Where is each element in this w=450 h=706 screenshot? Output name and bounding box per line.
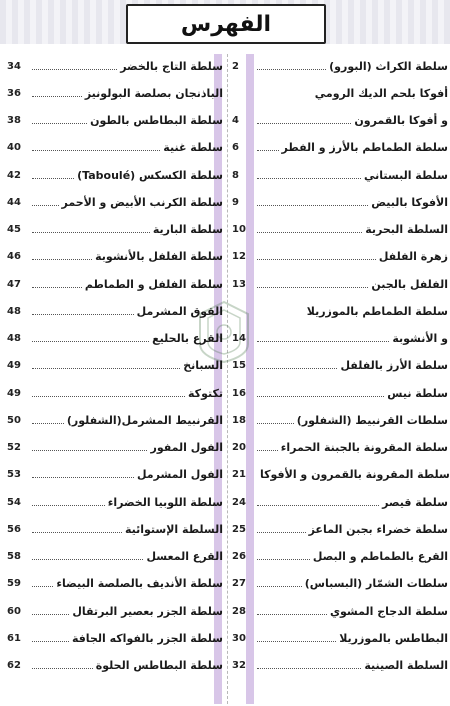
dot-leader [32, 450, 147, 451]
entry-title: القرع بالحليع [152, 332, 223, 345]
entry-title: سلطة قيصر [382, 495, 448, 509]
page-number: 60 [7, 605, 21, 617]
page-number: 49 [7, 360, 21, 372]
dot-leader [257, 396, 384, 397]
toc-entry [7, 329, 223, 349]
page-number: 46 [7, 251, 21, 263]
dot-leader [32, 96, 82, 97]
entry-title: سلطات الشمّار (البسباس) [304, 577, 448, 591]
entry-title: سلطة البارية [152, 223, 223, 236]
entry-title: الفول المفور [150, 441, 223, 454]
entry-title: سلطة الجزر بالفواكه الجافة [71, 631, 223, 645]
toc-entry [7, 519, 223, 539]
page-number: 18 [232, 414, 246, 426]
dot-leader [257, 450, 278, 451]
page-number: 28 [232, 605, 246, 617]
toc-entry [232, 410, 448, 430]
page-number: 20 [232, 442, 246, 453]
toc-entry [232, 220, 448, 240]
dot-leader [257, 205, 368, 206]
entry-title: سلطة غنية [163, 141, 223, 155]
entry-title: سلطة الدجاج المشوي [329, 604, 448, 618]
page-number: 13 [232, 278, 246, 290]
toc-entry [7, 56, 223, 76]
toc-entry [232, 138, 448, 158]
toc-entry [7, 274, 223, 294]
dot-leader [32, 586, 53, 587]
entry-title: القرع المعسل [146, 550, 223, 563]
page-number: 4 [232, 115, 239, 126]
page-number: 56 [7, 523, 21, 535]
dot-leader [257, 232, 362, 233]
page-title: الفهرس [180, 11, 272, 37]
toc-entry [232, 656, 448, 676]
page-number: 14 [232, 333, 246, 344]
entry-title: الفلفل بالجبن [371, 277, 448, 291]
entry-title: القرع بالطماطم و البصل [312, 550, 448, 563]
entry-title: سلطة الجزر بعصير البرتقال [72, 604, 223, 618]
entry-title: سلطة الفلفل و الطماطم [84, 277, 223, 291]
dot-leader [32, 532, 122, 533]
page-number: 15 [232, 360, 246, 372]
entry-title: سلطة نيس [387, 386, 448, 400]
toc-entry [7, 111, 223, 131]
dot-leader [32, 259, 92, 260]
toc-entry [232, 111, 448, 131]
toc-entry [232, 165, 448, 185]
page-number: 26 [232, 551, 246, 562]
page-number: 58 [7, 551, 21, 562]
page-number: 61 [7, 632, 21, 644]
entry-title: القرنبيط المشرمل(الشفلور) [66, 413, 223, 427]
entry-title: سلطة الطماطم بالموزريلا [306, 304, 448, 318]
toc-entry [232, 574, 448, 594]
page-number: 16 [232, 387, 246, 399]
toc-entry [7, 438, 223, 458]
dot-leader [257, 150, 279, 151]
page-number: 53 [7, 469, 21, 481]
dot-leader [32, 123, 87, 124]
entry-title: الفول المشرمل [136, 468, 223, 482]
toc-entry [232, 438, 448, 458]
dot-leader [257, 586, 302, 587]
page-number: 9 [232, 196, 239, 208]
entry-title: السلطة الصينية [364, 659, 448, 672]
dot-leader [32, 314, 134, 315]
entry-title: و أفوكا بالقمرون [354, 114, 448, 127]
entry-title: سلطة البطاطس الحلوة [95, 659, 223, 672]
entry-title: سلطة الكسكس (Taboulé) [77, 168, 223, 182]
toc-entry [232, 329, 448, 349]
toc-entry [232, 601, 448, 621]
right-column [232, 54, 448, 706]
entry-title: سلطة المقرونة بالقمرون و الأفوكا [260, 468, 450, 482]
dot-leader [257, 287, 368, 288]
page-number: 52 [7, 442, 21, 453]
toc-entry [232, 383, 448, 403]
toc-entry [7, 165, 223, 185]
page-number: 8 [232, 169, 239, 181]
page-number: 44 [7, 196, 21, 208]
dot-leader [257, 423, 294, 424]
entry-title: سلطة الكراث (البورو) [329, 59, 448, 73]
toc-entry [232, 56, 448, 76]
toc-entry [7, 220, 223, 240]
dot-leader [32, 423, 64, 424]
dot-leader [32, 69, 117, 70]
toc-entry [7, 383, 223, 403]
dot-leader [32, 505, 105, 506]
page-number: 24 [232, 496, 246, 508]
entry-title: البطاطس بالموزريلا [339, 631, 448, 645]
toc-entry [7, 656, 223, 676]
dot-leader [32, 668, 93, 669]
toc-entry [232, 628, 448, 648]
dot-leader [32, 559, 143, 560]
entry-title: سلطة الكرنب الأبيض و الأحمر [61, 195, 223, 209]
entry-title: القوق المشرمل [136, 304, 223, 318]
entry-title: سلطة البطاطس بالطون [90, 114, 223, 127]
dot-leader [257, 641, 336, 642]
entry-title: سلطة الأرز بالفلفل [340, 359, 448, 373]
page-number: 54 [7, 496, 21, 508]
dot-leader [257, 559, 310, 560]
page-number: 38 [7, 115, 21, 126]
toc-entry [7, 356, 223, 376]
dot-leader [257, 532, 306, 533]
toc-entry [7, 247, 223, 267]
page-number: 40 [7, 142, 21, 154]
dot-leader [257, 123, 351, 124]
page-number: 48 [7, 305, 21, 317]
page-number: 45 [7, 224, 21, 235]
page-number: 25 [232, 523, 246, 535]
entry-title: و الأنشوبة [392, 332, 448, 345]
page-number: 42 [7, 169, 21, 181]
entry-title: الباذنجان بصلصة البولونيز [84, 86, 223, 100]
entry-title: سلطة خضراء بجبن الماعز [308, 522, 448, 536]
dot-leader [32, 396, 185, 397]
toc-entry [7, 574, 223, 594]
dot-leader [257, 505, 379, 506]
toc-entry [232, 547, 448, 567]
toc-entry [7, 301, 223, 321]
dot-leader [257, 668, 361, 669]
dot-leader [32, 178, 74, 179]
dot-leader [32, 232, 150, 233]
toc-entry [232, 83, 448, 103]
dot-leader [32, 205, 59, 206]
toc-entry [232, 492, 448, 512]
entry-title: سلطات القرنبيط (الشفلور) [296, 413, 448, 427]
entry-title: الأفوكا بالبيض [371, 195, 448, 209]
dot-leader [32, 287, 82, 288]
page-number: 21 [232, 469, 246, 481]
dot-leader [32, 614, 69, 615]
left-column [7, 54, 223, 706]
page-number: 34 [7, 60, 21, 72]
dot-leader [257, 341, 389, 342]
toc-entry [7, 492, 223, 512]
toc-entry [7, 192, 223, 212]
entry-title: سلطة التاج بالخضر [120, 59, 223, 73]
toc-entry [7, 138, 223, 158]
page-number: 2 [232, 60, 239, 72]
dot-leader [32, 477, 134, 478]
dot-leader [257, 368, 337, 369]
entry-title: أفوكا بلحم الديك الرومي [314, 86, 448, 100]
dot-leader [32, 341, 149, 342]
toc-entry [7, 465, 223, 485]
toc-entry [232, 247, 448, 267]
page-number: 62 [7, 660, 21, 671]
page-number: 49 [7, 387, 21, 399]
toc-entry [7, 601, 223, 621]
entry-title: السلطة البحرية [365, 223, 448, 236]
toc-entry [7, 410, 223, 430]
toc-entry [232, 274, 448, 294]
entry-title: زهرة الفلفل [378, 250, 448, 264]
entry-title: سلطة الفلفل بالأنشوبة [95, 250, 223, 264]
toc-entry [7, 547, 223, 567]
toc-entry [232, 301, 448, 321]
page-number: 10 [232, 224, 246, 235]
page-number: 32 [232, 660, 246, 671]
page-number: 30 [232, 632, 246, 644]
entry-title: سلطة اللوبيا الخضراء [107, 495, 223, 509]
dot-leader [257, 614, 327, 615]
page-number: 27 [232, 578, 246, 590]
toc-entry [232, 356, 448, 376]
dot-leader [32, 368, 180, 369]
entry-title: السلطة الإستوائية [124, 522, 223, 536]
entry-title: سلطة الأنديف بالصلصة البيضاء [56, 577, 223, 591]
page-number: 6 [232, 142, 239, 154]
column-divider [227, 54, 228, 704]
entry-title: تكتوكة [188, 386, 223, 400]
page-number: 48 [7, 333, 21, 344]
page-number: 50 [7, 414, 21, 426]
title-box [126, 4, 326, 44]
dot-leader [257, 178, 361, 179]
dot-leader [257, 259, 376, 260]
toc-entry [7, 83, 223, 103]
entry-title: سلطة المقرونة بالجبنة الحمراء [280, 441, 448, 454]
toc-entry [232, 465, 448, 485]
entry-title: سلطة الطماطم بالأرز و الفطر [281, 141, 448, 155]
entry-title: السبانخ [183, 359, 223, 373]
entry-title: سلطة البستاني [364, 168, 448, 182]
page-number: 59 [7, 578, 21, 590]
page-number: 12 [232, 251, 246, 263]
dot-leader [32, 150, 160, 151]
page-number: 36 [7, 87, 21, 99]
page-number: 47 [7, 278, 21, 290]
dot-leader [32, 641, 69, 642]
toc-entry [232, 192, 448, 212]
toc-entry [232, 519, 448, 539]
dot-leader [257, 69, 326, 70]
toc-entry [7, 628, 223, 648]
